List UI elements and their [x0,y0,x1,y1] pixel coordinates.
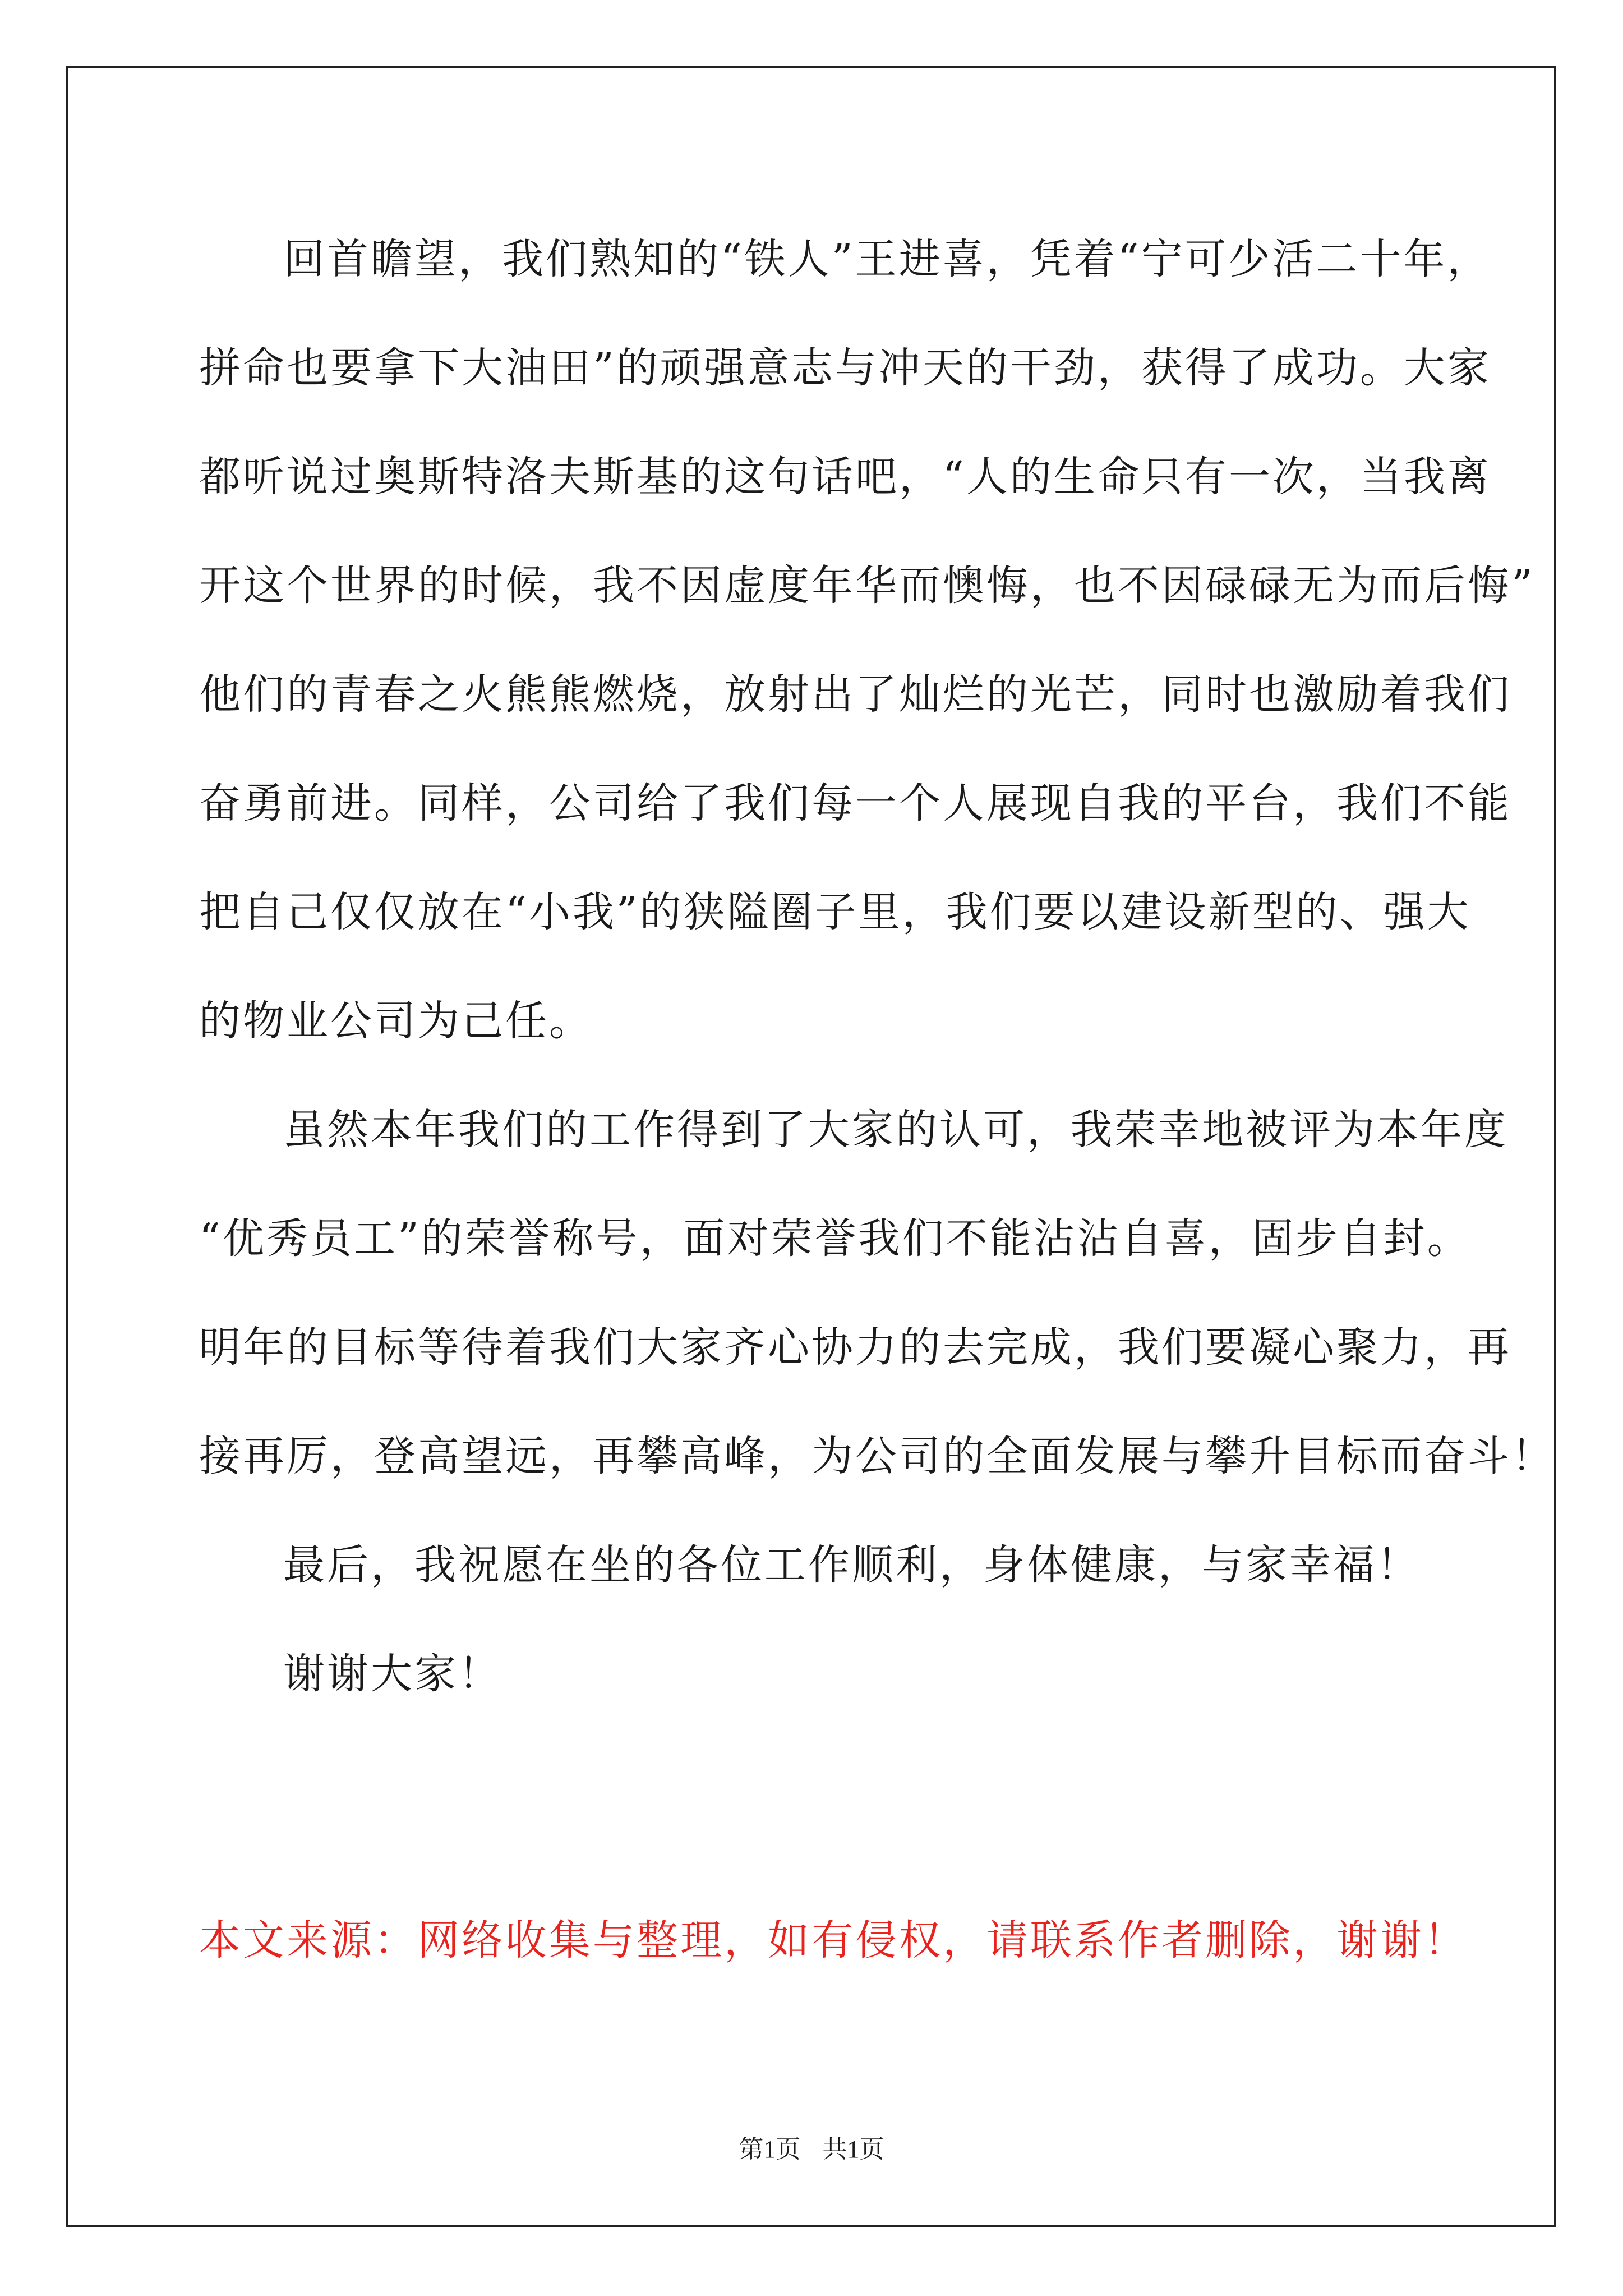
paragraph-line: 都听说过奥斯特洛夫斯基的这句话吧，“人的生命只有一次，当我离 [199,453,1491,501]
paragraph-line: 的物业公司为己任。 [199,997,593,1045]
paragraph-line: 把自己仅仅放在“小我”的狭隘圈子里，我们要以建设新型的、强大 [199,888,1471,936]
paragraph-line: 开这个世界的时候，我不因虚度年华而懊悔，也不因碌碌无为而后悔” [199,562,1535,610]
paragraph-line: 回首瞻望，我们熟知的“铁人”王进喜，凭着“宁可少活二十年， [283,235,1491,283]
paragraph-line: 奋勇前进。同样，公司给了我们每一个人展现自我的平台，我们不能 [199,779,1511,827]
source-disclaimer: 本文来源：网络收集与整理，如有侵权，请联系作者删除，谢谢！ [199,1916,1468,1964]
paragraph-3 [199,1511,1422,1619]
paragraph-line: 虽然本年我们的工作得到了大家的认可，我荣幸地被评为本年度 [283,1106,1508,1154]
closing-line: 谢谢大家！ [283,1650,502,1698]
page-footer [0,2129,1623,2165]
paragraph-2 [199,1075,1555,1511]
page-number: 第1页 [739,2136,801,2163]
paragraph-line: 拼命也要拿下大油田”的顽强意志与冲天的干劲，获得了成功。大家 [199,344,1491,392]
paragraph-4 [199,1619,1422,1728]
document-body [199,205,1555,1728]
paragraph-line: 最后，我祝愿在坐的各位工作顺利，身体健康，与家幸福！ [283,1541,1421,1589]
paragraph-1 [199,205,1535,1075]
paragraph-line: 明年的目标等待着我们大家齐心协力的去完成，我们要凝心聚力，再 [199,1323,1511,1372]
paragraph-line: 他们的青春之火熊熊燃烧，放射出了灿烂的光芒，同时也激励着我们 [199,670,1511,719]
page-total: 共1页 [822,2136,884,2163]
paragraph-line: “优秀员工”的荣誉称号，面对荣誉我们不能沾沾自喜，固步自封。 [199,1214,1471,1263]
paragraph-line: 接再厉，登高望远，再攀高峰，为公司的全面发展与攀升目标而奋斗！ [199,1432,1555,1480]
